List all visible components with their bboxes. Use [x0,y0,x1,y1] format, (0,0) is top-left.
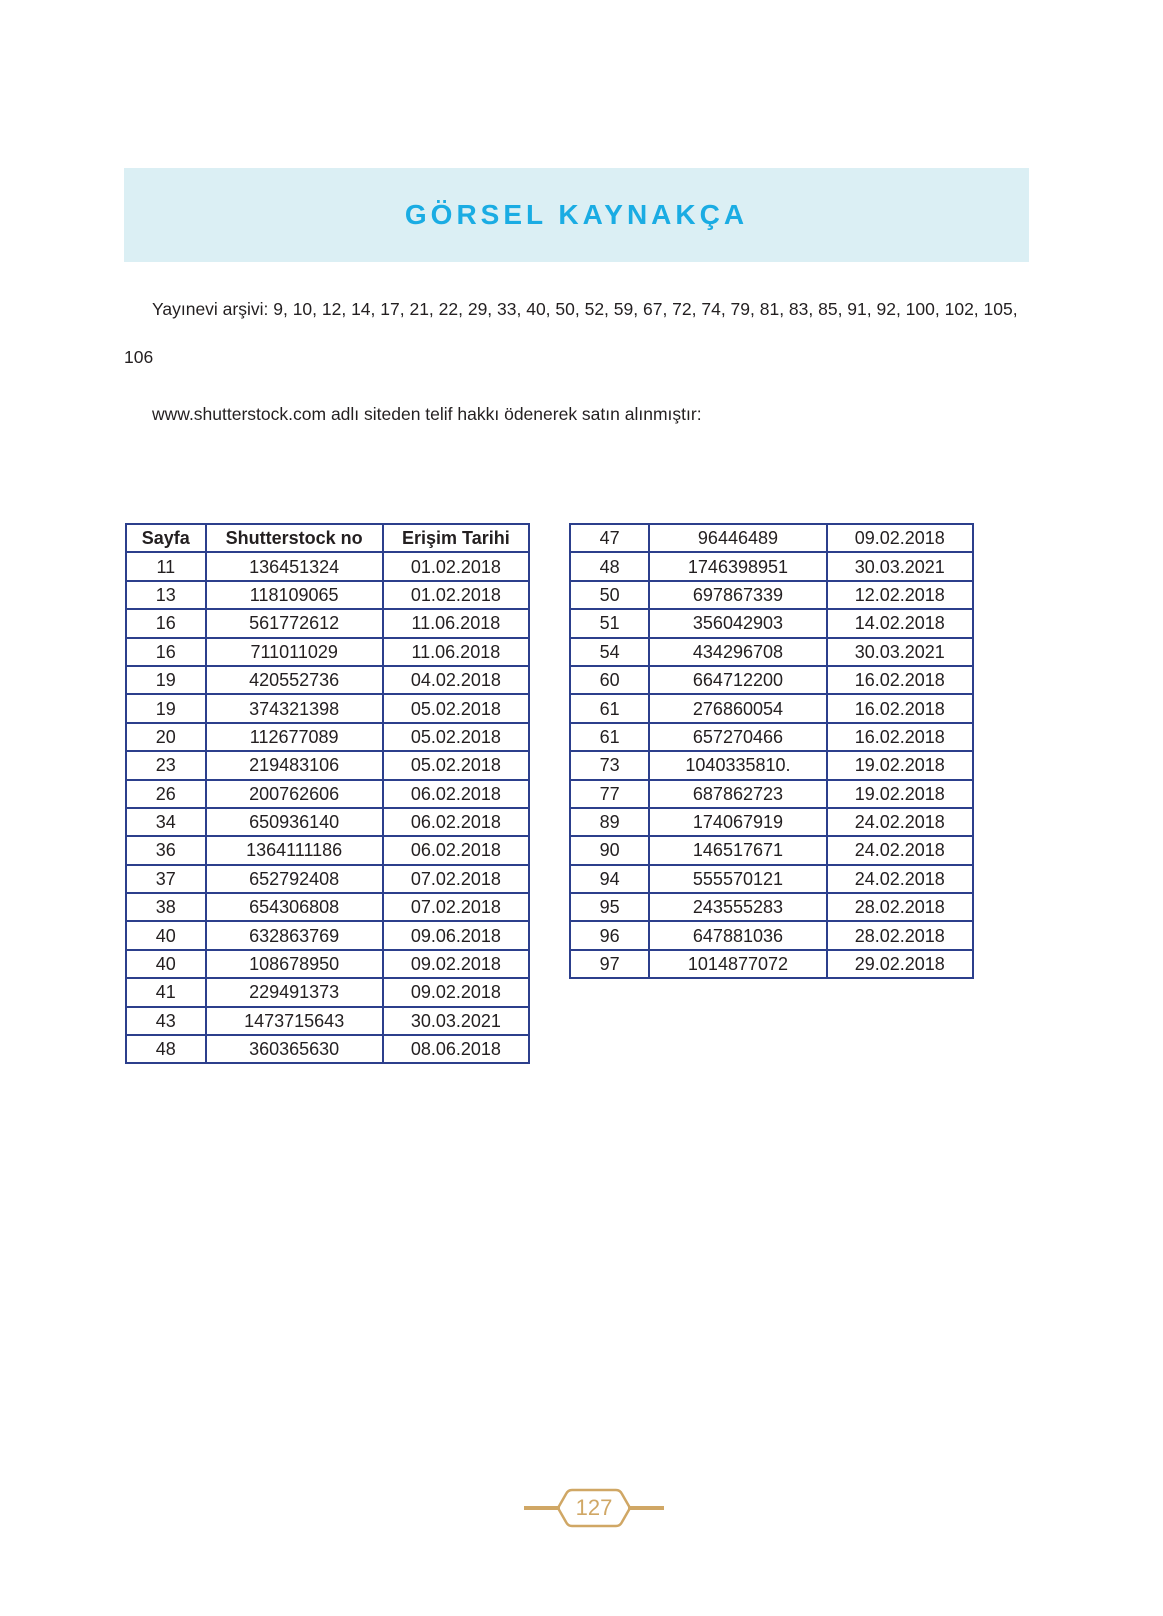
table-row [570,609,973,637]
cell-erisim-tarihi: 16.02.2018 [827,723,973,751]
table-row [570,666,973,694]
cell-erisim-tarihi: 19.02.2018 [827,751,973,779]
cell-sayfa: 13 [126,581,206,609]
table-row [126,638,529,666]
cell-sayfa: 89 [570,808,649,836]
cell-shutterstock-no: 434296708 [649,638,826,666]
cell-erisim-tarihi: 11.06.2018 [383,638,529,666]
cell-shutterstock-no: 146517671 [649,836,826,864]
cell-erisim-tarihi: 30.03.2021 [383,1007,529,1035]
cell-shutterstock-no: 650936140 [206,808,383,836]
table-row [570,808,973,836]
cell-shutterstock-no: 118109065 [206,581,383,609]
cell-sayfa: 90 [570,836,649,864]
shutterstock-paragraph: www.shutterstock.com adlı siteden telif hakkı ödenerek satın alınmıştır: [152,404,702,424]
cell-shutterstock-no: 243555283 [649,893,826,921]
cell-erisim-tarihi: 28.02.2018 [827,893,973,921]
cell-shutterstock-no: 96446489 [649,524,826,552]
table-row [570,638,973,666]
cell-erisim-tarihi: 05.02.2018 [383,751,529,779]
cell-sayfa: 40 [126,950,206,978]
cell-erisim-tarihi: 09.02.2018 [827,524,973,552]
table-header-row [126,524,529,552]
table-row [126,978,529,1006]
cell-shutterstock-no: 136451324 [206,552,383,580]
cell-shutterstock-no: 1364111186 [206,836,383,864]
cell-sayfa: 19 [126,666,206,694]
cell-shutterstock-no: 561772612 [206,609,383,637]
table-row [126,694,529,722]
cell-erisim-tarihi: 24.02.2018 [827,836,973,864]
cell-sayfa: 20 [126,723,206,751]
table-row [126,780,529,808]
table-row [126,609,529,637]
table-row [126,921,529,949]
cell-shutterstock-no: 276860054 [649,694,826,722]
table-row [570,780,973,808]
header-erisim-tarihi: Erişim Tarihi [383,524,529,552]
table-row [126,950,529,978]
table-row [570,751,973,779]
reference-table-left [125,523,530,1064]
cell-shutterstock-no: 697867339 [649,581,826,609]
cell-erisim-tarihi: 06.02.2018 [383,808,529,836]
cell-sayfa: 77 [570,780,649,808]
cell-erisim-tarihi: 24.02.2018 [827,865,973,893]
cell-sayfa: 60 [570,666,649,694]
cell-shutterstock-no: 1014877072 [649,950,826,978]
table-row [570,552,973,580]
table-row [126,581,529,609]
cell-erisim-tarihi: 08.06.2018 [383,1035,529,1063]
cell-shutterstock-no: 711011029 [206,638,383,666]
cell-sayfa: 11 [126,552,206,580]
cell-erisim-tarihi: 29.02.2018 [827,950,973,978]
table-row [126,1035,529,1063]
table-row [570,524,973,552]
table-row [126,836,529,864]
cell-sayfa: 50 [570,581,649,609]
cell-erisim-tarihi: 07.02.2018 [383,865,529,893]
title-band [124,168,1029,262]
cell-shutterstock-no: 647881036 [649,921,826,949]
cell-erisim-tarihi: 28.02.2018 [827,921,973,949]
table-row [570,723,973,751]
cell-shutterstock-no: 632863769 [206,921,383,949]
table-row [126,865,529,893]
cell-shutterstock-no: 374321398 [206,694,383,722]
header-shutterstock-no: Shutterstock no [206,524,383,552]
cell-shutterstock-no: 219483106 [206,751,383,779]
table-row [126,808,529,836]
cell-erisim-tarihi: 01.02.2018 [383,581,529,609]
cell-sayfa: 26 [126,780,206,808]
cell-sayfa: 41 [126,978,206,1006]
cell-sayfa: 38 [126,893,206,921]
table-row [126,723,529,751]
cell-sayfa: 96 [570,921,649,949]
cell-shutterstock-no: 1473715643 [206,1007,383,1035]
cell-sayfa: 73 [570,751,649,779]
cell-sayfa: 94 [570,865,649,893]
table-row [126,893,529,921]
cell-shutterstock-no: 687862723 [649,780,826,808]
cell-shutterstock-no: 108678950 [206,950,383,978]
table-row [570,893,973,921]
cell-sayfa: 40 [126,921,206,949]
cell-shutterstock-no: 356042903 [649,609,826,637]
table-row [126,751,529,779]
cell-sayfa: 23 [126,751,206,779]
cell-sayfa: 54 [570,638,649,666]
cell-sayfa: 19 [126,694,206,722]
cell-shutterstock-no: 174067919 [649,808,826,836]
cell-sayfa: 37 [126,865,206,893]
cell-shutterstock-no: 360365630 [206,1035,383,1063]
page-number-footer [524,1486,664,1530]
cell-erisim-tarihi: 12.02.2018 [827,581,973,609]
table-row [126,552,529,580]
cell-sayfa: 48 [570,552,649,580]
table-row [570,921,973,949]
cell-sayfa: 16 [126,638,206,666]
cell-erisim-tarihi: 14.02.2018 [827,609,973,637]
table-row [570,865,973,893]
cell-shutterstock-no: 229491373 [206,978,383,1006]
cell-sayfa: 97 [570,950,649,978]
cell-erisim-tarihi: 11.06.2018 [383,609,529,637]
header-sayfa: Sayfa [126,524,206,552]
cell-erisim-tarihi: 04.02.2018 [383,666,529,694]
cell-shutterstock-no: 1746398951 [649,552,826,580]
cell-shutterstock-no: 112677089 [206,723,383,751]
reference-table-right [569,523,974,979]
cell-shutterstock-no: 652792408 [206,865,383,893]
cell-sayfa: 16 [126,609,206,637]
cell-shutterstock-no: 420552736 [206,666,383,694]
cell-erisim-tarihi: 01.02.2018 [383,552,529,580]
cell-sayfa: 95 [570,893,649,921]
cell-erisim-tarihi: 16.02.2018 [827,666,973,694]
cell-shutterstock-no: 657270466 [649,723,826,751]
cell-erisim-tarihi: 09.02.2018 [383,978,529,1006]
cell-erisim-tarihi: 06.02.2018 [383,780,529,808]
cell-shutterstock-no: 200762606 [206,780,383,808]
cell-shutterstock-no: 664712200 [649,666,826,694]
cell-sayfa: 47 [570,524,649,552]
cell-sayfa: 43 [126,1007,206,1035]
table-row [570,950,973,978]
cell-sayfa: 36 [126,836,206,864]
page-title: GÖRSEL KAYNAKÇA [404,199,749,230]
table-row [126,1007,529,1035]
cell-sayfa: 48 [126,1035,206,1063]
table-row [126,666,529,694]
cell-sayfa: 61 [570,694,649,722]
cell-shutterstock-no: 654306808 [206,893,383,921]
cell-shutterstock-no: 1040335810. [649,751,826,779]
cell-erisim-tarihi: 24.02.2018 [827,808,973,836]
cell-erisim-tarihi: 09.02.2018 [383,950,529,978]
cell-shutterstock-no: 555570121 [649,865,826,893]
cell-sayfa: 51 [570,609,649,637]
cell-erisim-tarihi: 09.06.2018 [383,921,529,949]
cell-erisim-tarihi: 05.02.2018 [383,723,529,751]
cell-erisim-tarihi: 07.02.2018 [383,893,529,921]
cell-erisim-tarihi: 05.02.2018 [383,694,529,722]
page-number: 127 [575,1495,613,1520]
archive-paragraph: Yayınevi arşivi: 9, 10, 12, 14, 17, 21, 22, 29, 33, 40, 50, 52, 59, 67, 72, 74, 79, 81, 83, 85, 91, 92, 100, 102, 105, 106 [124,299,1018,367]
cell-erisim-tarihi: 16.02.2018 [827,694,973,722]
cell-sayfa: 61 [570,723,649,751]
table-row [570,581,973,609]
cell-erisim-tarihi: 06.02.2018 [383,836,529,864]
table-row [570,694,973,722]
cell-erisim-tarihi: 30.03.2021 [827,552,973,580]
table-row [570,836,973,864]
cell-sayfa: 34 [126,808,206,836]
cell-erisim-tarihi: 30.03.2021 [827,638,973,666]
cell-erisim-tarihi: 19.02.2018 [827,780,973,808]
